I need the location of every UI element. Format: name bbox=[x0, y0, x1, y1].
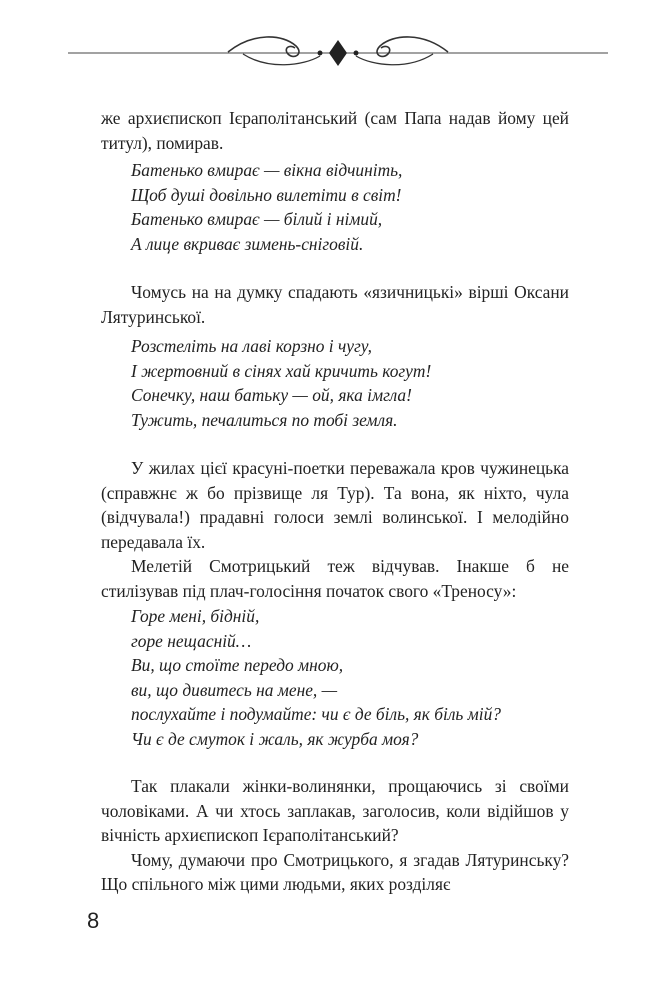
verse-2 bbox=[101, 334, 569, 432]
verse-line: Тужить, печалиться по тобі земля. bbox=[131, 409, 398, 430]
paragraph: Мелетій Смотрицький теж відчував. Інакше б не стилізував під плач-голосіння початок свого «Треносу»: bbox=[101, 556, 569, 601]
verse-line: Горе мені, бідній, bbox=[131, 606, 260, 626]
paragraph: же архиєпископ Ієраполітанський (сам Папа надав йому цей титул), помирав. bbox=[101, 108, 569, 153]
verse-3 bbox=[101, 604, 569, 752]
verse-line: ви, що дивитесь на мене, — bbox=[131, 679, 338, 700]
paragraph: У жилах цієї красуні-поетки переважала кров чужинецька (справжнє ж бо прізвище ля Тур). Та вона, як ніхто, чула (відчувала!) прадавні голоси землі волинської. І мелодійно передавала їх. bbox=[101, 458, 569, 552]
verse-line: Розстеліть на лаві корзно і чугу, bbox=[131, 336, 372, 356]
verse-line: Щоб душі довільно вилетіти в світ! bbox=[131, 184, 402, 205]
verse-line: А лице вкриває зимень-сніговій. bbox=[131, 233, 364, 254]
verse-line: І жертовний в сінях хай кричить когут! bbox=[131, 360, 432, 381]
verse-line: Ви, що стоїте передо мною, bbox=[131, 655, 344, 676]
verse-line: горе нещасній… bbox=[131, 630, 252, 651]
main-text bbox=[101, 106, 569, 155]
paragraph: Так плакали жінки-волинянки, прощаючись зі своїми чоловіками. А чи хтось заплакав, заголосив, коли відійшов у вічність архиєпископ Ієраполітанський? bbox=[101, 776, 569, 846]
verse-line: Чи є де смуток і жаль, як журба моя? bbox=[131, 728, 419, 749]
page-number: 8 bbox=[87, 908, 100, 933]
verse-line: Батенько вмирає — білий і німий, bbox=[131, 209, 383, 230]
paragraph: Чомусь на на думку спадають «язичницькі» вірші Оксани Лятуринської. bbox=[101, 282, 569, 327]
verse-line: послухайте і подумайте: чи є де біль, як біль мій? bbox=[131, 704, 501, 725]
verse-1 bbox=[101, 158, 569, 256]
paragraph: Чому, думаючи про Смотрицького, я згадав Лятуринську? Що спільного між цими людьми, яких розділяє bbox=[101, 849, 569, 895]
decorative-ornament bbox=[68, 28, 608, 78]
verse-line: Батенько вмирає — вікна відчиніть, bbox=[131, 160, 403, 180]
verse-line: Сонечку, наш батьку — ой, яка імгла! bbox=[131, 385, 412, 406]
